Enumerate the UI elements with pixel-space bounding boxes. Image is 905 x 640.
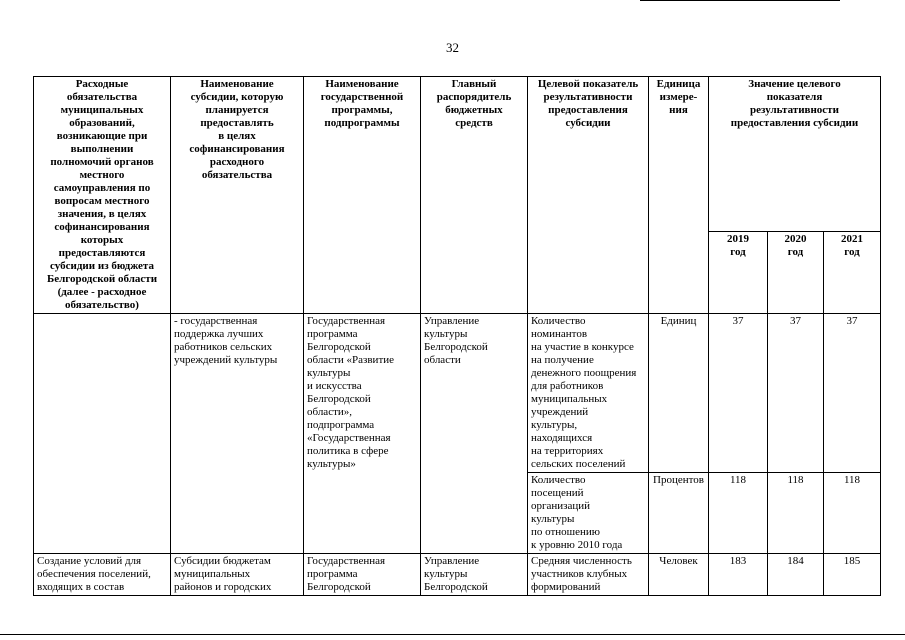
row2-value-2019-1: 183 xyxy=(709,554,768,596)
header-subsidy: Наименование субсидии, которую планируется предоставлять в целях софинансирования расходного обязательства xyxy=(171,77,304,314)
top-rule xyxy=(640,0,840,1)
row1-value-2019-2: 118 xyxy=(709,473,768,554)
row1-program: Государственная программа Белгородской области «Развитие культуры и искусства Белгородской области», подпрограмма «Государственная политика в сфере культуры» xyxy=(304,314,421,554)
row1-indicator-1: Количество номинантов на участие в конкурсе на получение денежного поощрения для работников муниципальных учреждений культуры, находящихся на территориях сельских поселений xyxy=(528,314,649,473)
row1-value-2020-2: 118 xyxy=(768,473,824,554)
row1-value-2021-2: 118 xyxy=(824,473,881,554)
row1-obligation xyxy=(34,314,171,554)
row1-indicator-2: Количество посещений организаций культуры по отношению к уровню 2010 года xyxy=(528,473,649,554)
header-indicator: Целевой показатель результативности предоставления субсидии xyxy=(528,77,649,314)
row2-indicator-1: Средняя численность участников клубных формирований xyxy=(528,554,649,596)
row2-value-2020-1: 184 xyxy=(768,554,824,596)
table-row xyxy=(34,554,881,596)
table-row xyxy=(34,314,881,473)
header-year-2021: 2021 год xyxy=(824,232,881,314)
row1-value-2021-1: 37 xyxy=(824,314,881,473)
subsidy-table xyxy=(33,76,881,596)
row1-value-2019-1: 37 xyxy=(709,314,768,473)
header-unit: Единица измере- ния xyxy=(649,77,709,314)
row1-subsidy: - государственная поддержка лучших работников сельских учреждений культуры xyxy=(171,314,304,554)
row2-value-2021-1: 185 xyxy=(824,554,881,596)
row1-manager: Управление культуры Белгородской области xyxy=(421,314,528,554)
row2-unit-1: Человек xyxy=(649,554,709,596)
row2-manager: Управление культуры Белгородской xyxy=(421,554,528,596)
header-year-2020: 2020 год xyxy=(768,232,824,314)
header-manager: Главный распорядитель бюджетных средств xyxy=(421,77,528,314)
header-target-value: Значение целевого показателя результативности предоставления субсидии xyxy=(709,77,881,232)
header-year-2019: 2019 год xyxy=(709,232,768,314)
header-row xyxy=(34,77,881,232)
header-program: Наименование государственной программы, подпрограммы xyxy=(304,77,421,314)
row1-value-2020-1: 37 xyxy=(768,314,824,473)
row1-unit-1: Единиц xyxy=(649,314,709,473)
page-number: 32 xyxy=(446,40,459,55)
row2-subsidy: Субсидии бюджетам муниципальных районов и городских xyxy=(171,554,304,596)
bottom-rule xyxy=(0,634,905,635)
header-obligation: Расходные обязательства муниципальных образований, возникающие при выполнении полномочий органов местного самоуправления по вопросам местного значения, в целях софинансирования которых предоставляются субсидии из бюджета Белгородской области (далее - расходное обязательство) xyxy=(34,77,171,314)
row1-unit-2: Процентов xyxy=(649,473,709,554)
row2-obligation: Создание условий для обеспечения поселений, входящих в состав xyxy=(34,554,171,596)
row2-program: Государственная программа Белгородской xyxy=(304,554,421,596)
